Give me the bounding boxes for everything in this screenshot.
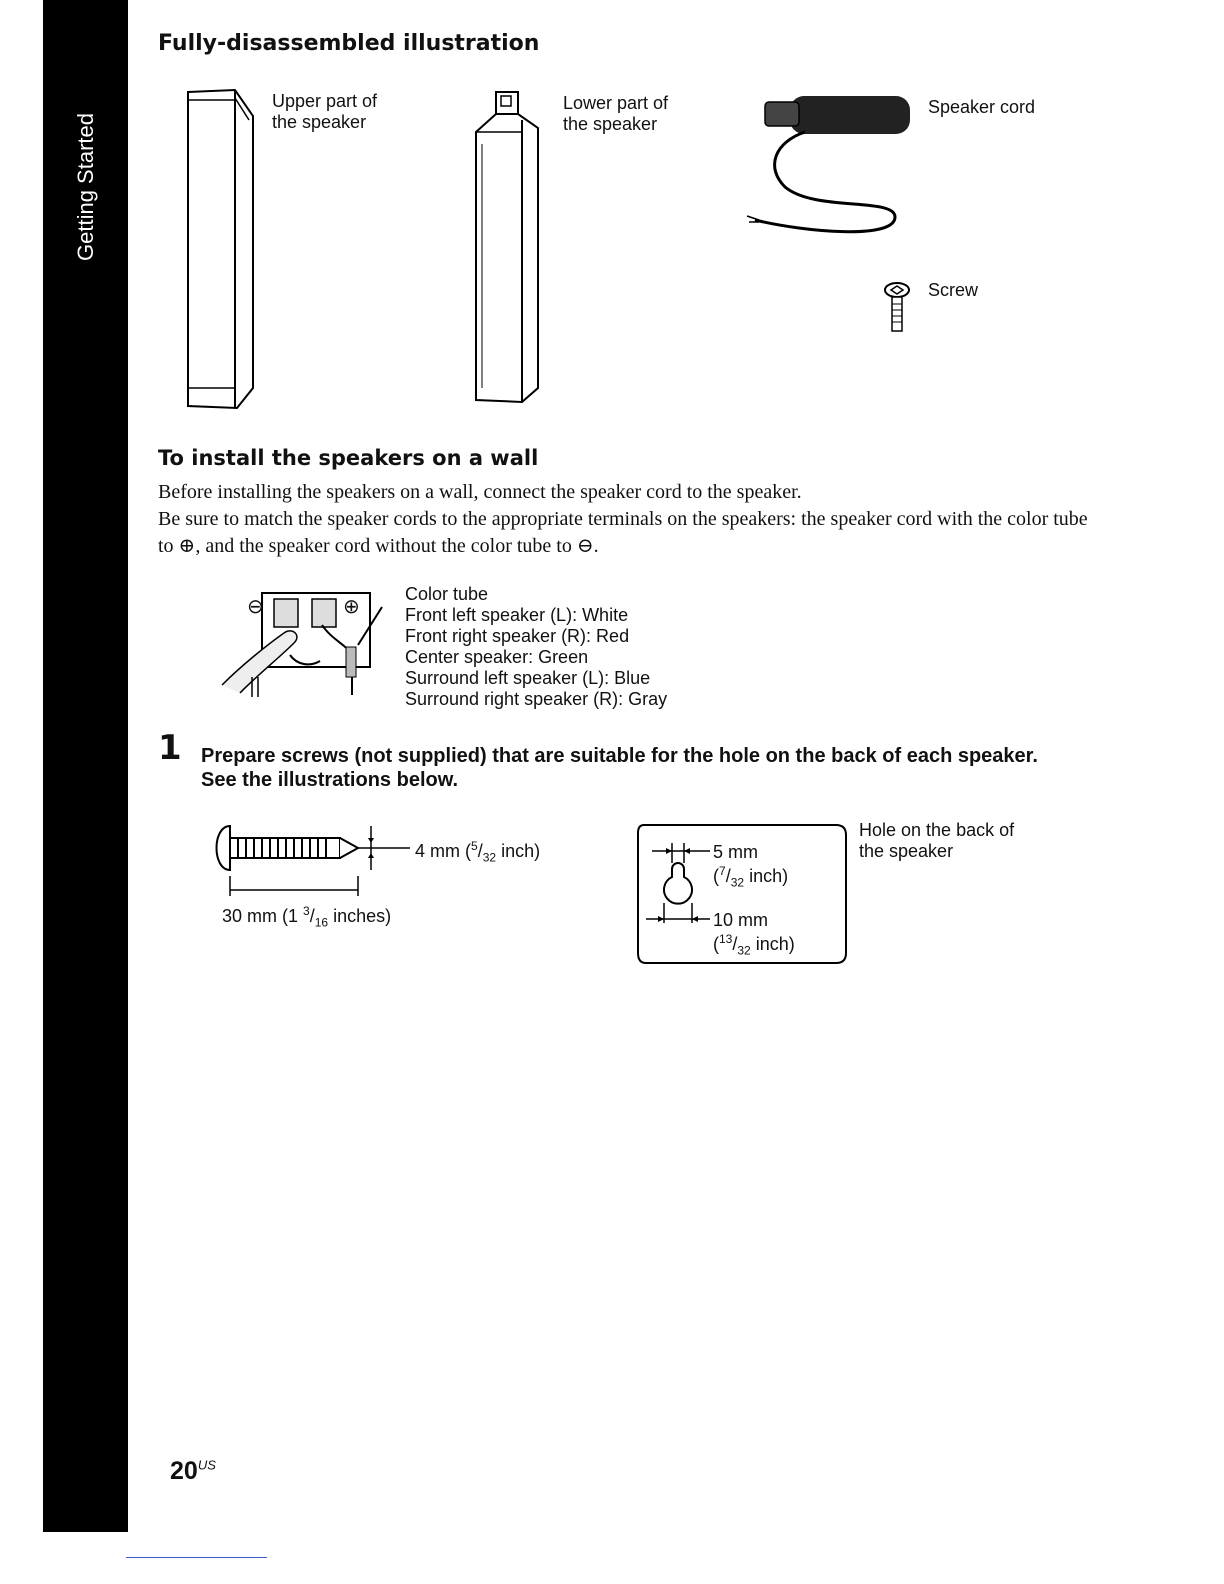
install-paragraph-2: Be sure to match the speaker cords to the appropriate terminals on the speakers: the speaker cord with the color tube to ⊕, and the speaker cord without the color tube to ⊖. [158, 508, 1088, 557]
frac-den: 32 [482, 850, 497, 865]
unit: inches) [328, 906, 392, 926]
hole-large-mm: 10 mm [713, 910, 769, 930]
terminal-plus-symbol: ⊕ [343, 596, 360, 618]
frac-num: 7 [719, 864, 726, 878]
terminal-minus-symbol: ⊖ [247, 596, 264, 618]
hole-caption: Hole on the back of the speaker [859, 820, 1015, 861]
unit: inch) [744, 866, 789, 886]
install-instructions [158, 479, 1098, 560]
color-tube-list [405, 584, 667, 710]
install-paragraph-1: Before installing the speakers on a wall, connect the speaker cord to the speaker. [158, 481, 802, 503]
color-tube-item: Front right speaker (R): Red [405, 626, 630, 646]
frac-den: 32 [730, 875, 745, 890]
hole-large-inch: ($^{13}/_{32}$ inch) [713, 932, 795, 958]
screw-illustration [882, 280, 912, 334]
page-number-suffix: US [197, 1457, 216, 1473]
color-tube-item: Front left speaker (L): White [405, 605, 629, 625]
frac-num: 13 [719, 932, 733, 946]
sidebar-section-label: Getting Started [72, 113, 98, 261]
upper-speaker-illustration [185, 88, 260, 413]
color-tube-item: Surround right speaker (R): Gray [405, 689, 668, 709]
page-number [170, 1457, 216, 1486]
speaker-cord-illustration [745, 92, 920, 242]
unit: inch) [496, 841, 541, 861]
page-number-value: 20 [170, 1457, 198, 1485]
frac-den: 32 [737, 943, 751, 958]
screw-length-mm: 30 mm (1 [222, 906, 304, 926]
color-tube-title: Color tube [405, 584, 489, 604]
hole-small-mm: 5 mm [713, 842, 758, 862]
step-1-line-2: See the illustrations below. [201, 769, 459, 791]
unit: inch) [750, 934, 795, 954]
color-tube-item: Center speaker: Green [405, 647, 589, 667]
sidebar-section-label-wrap [43, 92, 128, 282]
screw-length-label: 30 mm (1 $^3/_{16}$ inches) [222, 904, 392, 930]
label-lower-part: Lower part of the speaker [563, 93, 669, 134]
lower-speaker-illustration [470, 88, 545, 406]
color-tube-item: Surround left speaker (L): Blue [405, 668, 651, 688]
step-1-instruction [201, 744, 1038, 792]
label-screw: Screw [928, 280, 979, 300]
frac-den: 16 [314, 915, 329, 930]
frac-num: 3 [303, 904, 310, 918]
label-speaker-cord: Speaker cord [928, 97, 1036, 117]
screw-diameter-label: 4 mm ($^5/_{32}$ inch) [415, 839, 541, 865]
step-1-line-1: Prepare screws (not supplied) that are suitable for the hole on the back of each speaker. [201, 745, 1038, 767]
section-heading-install-wall: To install the speakers on a wall [158, 446, 539, 470]
bottom-rule [126, 1557, 267, 1558]
hole-small-inch: ($^7/_{32}$ inch) [713, 864, 789, 890]
screw-diameter-mm: 4 mm ( [415, 841, 471, 861]
screw-dimension-drawing [208, 820, 413, 900]
label-upper-part: Upper part of the speaker [272, 91, 378, 132]
section-heading-disassembled: Fully-disassembled illustration [158, 31, 540, 56]
frac-num: 5 [471, 839, 478, 853]
step-number: 1 [158, 728, 182, 768]
